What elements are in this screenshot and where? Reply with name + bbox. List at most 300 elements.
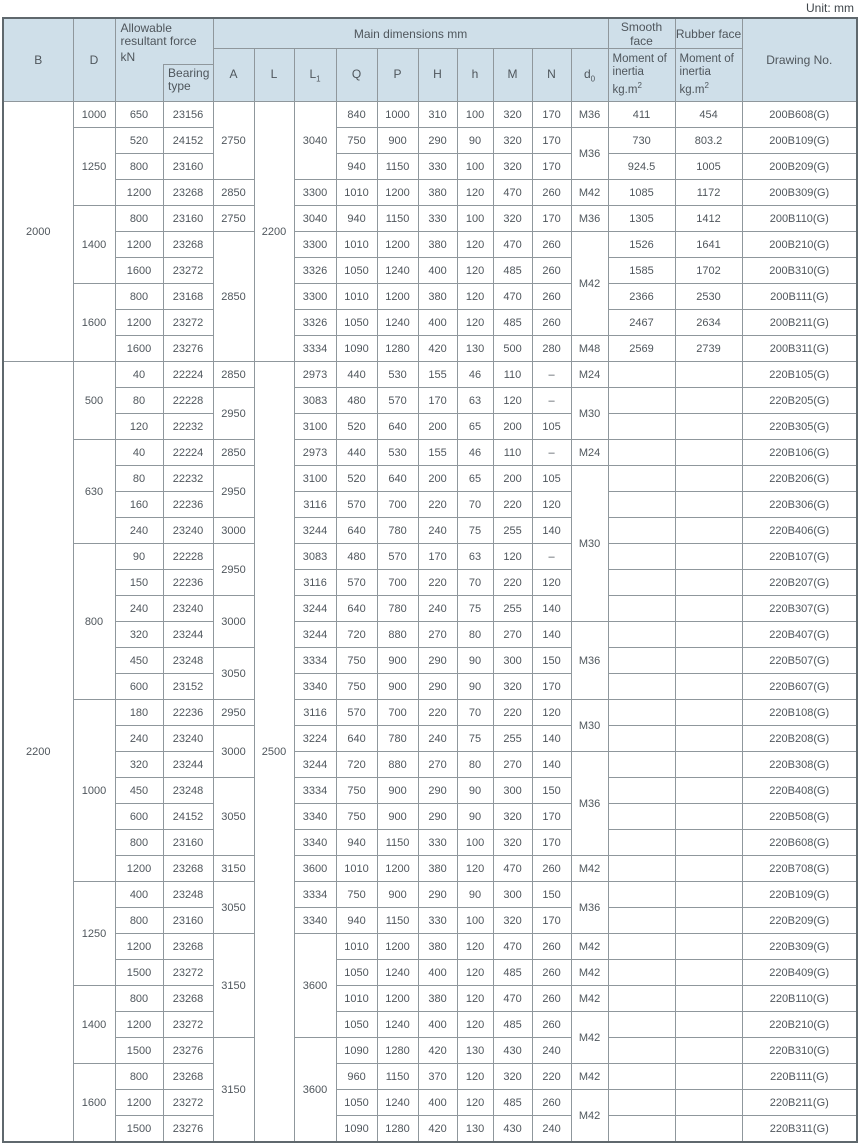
rubber-moi-cell: [675, 596, 742, 622]
kn-cell: 120: [115, 414, 163, 440]
q-cell: 1010: [336, 284, 377, 310]
n-cell: 120: [532, 700, 571, 726]
h-lower-cell: 120: [457, 1064, 493, 1090]
table-row: [3, 856, 857, 882]
kn-cell: 80: [115, 466, 163, 492]
h-lower-cell: 80: [457, 752, 493, 778]
n-cell: 105: [532, 414, 571, 440]
bearing-type-cell: 23268: [163, 232, 213, 258]
smooth-moi-cell: [608, 440, 675, 466]
d0-cell: M36: [571, 882, 608, 934]
p-cell: 880: [377, 622, 418, 648]
a-cell: 2850: [213, 232, 254, 362]
n-cell: 140: [532, 596, 571, 622]
kn-cell: 400: [115, 882, 163, 908]
h-lower-cell: 120: [457, 232, 493, 258]
l1-cell: 3116: [294, 700, 336, 726]
q-cell: 570: [336, 700, 377, 726]
h-lower-cell: 90: [457, 674, 493, 700]
l1-cell: 3300: [294, 180, 336, 206]
h-upper-cell: 400: [418, 1090, 457, 1116]
smooth-moi-cell: [608, 674, 675, 700]
a-cell: 3000: [213, 518, 254, 544]
d-cell: 1600: [73, 1064, 115, 1143]
h-upper-cell: 400: [418, 258, 457, 284]
q-cell: 1090: [336, 1038, 377, 1064]
m-cell: 320: [493, 154, 532, 180]
kn-cell: 160: [115, 492, 163, 518]
drawing-no-cell: 220B607(G): [742, 674, 857, 700]
l1-cell: 3340: [294, 908, 336, 934]
m-cell: 255: [493, 518, 532, 544]
a-cell: 2950: [213, 700, 254, 726]
rubber-moi-cell: [675, 882, 742, 908]
l1-cell: 3244: [294, 518, 336, 544]
q-cell: 750: [336, 882, 377, 908]
h-lower-cell: 90: [457, 882, 493, 908]
h-upper-cell: 290: [418, 882, 457, 908]
h-lower-cell: 46: [457, 440, 493, 466]
q-cell: 750: [336, 648, 377, 674]
kn-cell: 1200: [115, 1012, 163, 1038]
kn-cell: 90: [115, 544, 163, 570]
q-cell: 1010: [336, 986, 377, 1012]
kn-cell: 150: [115, 570, 163, 596]
n-cell: 260: [532, 258, 571, 284]
table-row: [3, 830, 857, 856]
table-row: [3, 310, 857, 336]
drawing-no-cell: 220B407(G): [742, 622, 857, 648]
table-row: [3, 1116, 857, 1143]
h-upper-cell: 400: [418, 1012, 457, 1038]
n-cell: 150: [532, 648, 571, 674]
d-cell: 1600: [73, 284, 115, 362]
p-cell: 1280: [377, 336, 418, 362]
table-row: [3, 154, 857, 180]
drawing-no-cell: 200B311(G): [742, 336, 857, 362]
l1-cell: 3100: [294, 414, 336, 440]
rubber-moi-cell: [675, 414, 742, 440]
l1-cell: 3300: [294, 232, 336, 258]
table-row: [3, 258, 857, 284]
bearing-type-cell: 22232: [163, 466, 213, 492]
h-lower-cell: 70: [457, 700, 493, 726]
h-lower-cell: 75: [457, 596, 493, 622]
smooth-moi-cell: [608, 778, 675, 804]
kn-cell: 240: [115, 518, 163, 544]
m-cell: 470: [493, 856, 532, 882]
smooth-moi-cell: [608, 466, 675, 492]
a-cell: 2950: [213, 544, 254, 596]
d0-cell: M42: [571, 934, 608, 960]
bearing-type-cell: 23240: [163, 726, 213, 752]
drawing-no-cell: 220B208(G): [742, 726, 857, 752]
q-cell: 1090: [336, 336, 377, 362]
a-cell: 2850: [213, 440, 254, 466]
p-cell: 900: [377, 804, 418, 830]
rubber-moi-cell: [675, 362, 742, 388]
p-cell: 880: [377, 752, 418, 778]
q-cell: 720: [336, 622, 377, 648]
smooth-moi-cell: [608, 1038, 675, 1064]
rubber-moi-cell: [675, 778, 742, 804]
l-cell: 2200: [254, 102, 294, 362]
bearing-type-cell: 23272: [163, 1090, 213, 1116]
q-cell: 440: [336, 362, 377, 388]
kn-cell: 450: [115, 648, 163, 674]
h-upper-cell: 330: [418, 908, 457, 934]
drawing-no-cell: 220B305(G): [742, 414, 857, 440]
col-header-main-dimensions: Main dimensions mm: [213, 18, 608, 49]
drawing-no-cell: 220B708(G): [742, 856, 857, 882]
bearing-type-cell: 23168: [163, 284, 213, 310]
kn-cell: 320: [115, 752, 163, 778]
bearing-type-cell: 23160: [163, 830, 213, 856]
smooth-moi-cell: [608, 882, 675, 908]
h-lower-cell: 130: [457, 336, 493, 362]
rubber-moi-cell: [675, 440, 742, 466]
d0-cell: M24: [571, 362, 608, 388]
smooth-moi-cell: [608, 570, 675, 596]
h-lower-cell: 100: [457, 206, 493, 232]
h-lower-cell: 120: [457, 934, 493, 960]
table-row: [3, 752, 857, 778]
h-lower-cell: 120: [457, 180, 493, 206]
table-row: [3, 622, 857, 648]
kn-cell: 800: [115, 830, 163, 856]
smooth-moi-cell: [608, 934, 675, 960]
p-cell: 640: [377, 414, 418, 440]
q-cell: 640: [336, 726, 377, 752]
a-cell: 3150: [213, 934, 254, 1038]
table-row: [3, 700, 857, 726]
h-lower-cell: 46: [457, 362, 493, 388]
p-cell: 780: [377, 518, 418, 544]
bearing-type-cell: 22236: [163, 492, 213, 518]
n-cell: 140: [532, 752, 571, 778]
smooth-moi-cell: 1526: [608, 232, 675, 258]
rubber-moi-cell: [675, 1090, 742, 1116]
l1-cell: 3326: [294, 258, 336, 284]
n-cell: –: [532, 388, 571, 414]
n-cell: 140: [532, 518, 571, 544]
table-row: [3, 596, 857, 622]
l1-cell: 3083: [294, 388, 336, 414]
p-cell: 1150: [377, 154, 418, 180]
q-cell: 940: [336, 830, 377, 856]
h-upper-cell: 400: [418, 960, 457, 986]
n-cell: 150: [532, 778, 571, 804]
q-cell: 1010: [336, 856, 377, 882]
q-cell: 750: [336, 128, 377, 154]
q-cell: 720: [336, 752, 377, 778]
p-cell: 1150: [377, 206, 418, 232]
drawing-no-cell: 200B210(G): [742, 232, 857, 258]
h-lower-cell: 100: [457, 154, 493, 180]
q-cell: 1050: [336, 258, 377, 284]
d0-cell: M42: [571, 986, 608, 1012]
q-cell: 520: [336, 414, 377, 440]
n-cell: 240: [532, 1038, 571, 1064]
m-cell: 430: [493, 1116, 532, 1143]
table-row: [3, 726, 857, 752]
m-cell: 320: [493, 102, 532, 128]
l1-cell: 3334: [294, 882, 336, 908]
m-cell: 220: [493, 570, 532, 596]
h-upper-cell: 380: [418, 232, 457, 258]
drawing-no-cell: 220B408(G): [742, 778, 857, 804]
n-cell: 260: [532, 960, 571, 986]
kn-cell: 320: [115, 622, 163, 648]
q-cell: 1050: [336, 1090, 377, 1116]
d-cell: 1250: [73, 128, 115, 206]
bearing-type-cell: 23160: [163, 154, 213, 180]
drawing-no-cell: 220B409(G): [742, 960, 857, 986]
bearing-type-cell: 23160: [163, 206, 213, 232]
h-upper-cell: 290: [418, 128, 457, 154]
d-cell: 1400: [73, 986, 115, 1064]
drawing-no-cell: 220B107(G): [742, 544, 857, 570]
bearing-type-cell: 23160: [163, 908, 213, 934]
m-cell: 300: [493, 882, 532, 908]
n-cell: 170: [532, 804, 571, 830]
n-cell: –: [532, 544, 571, 570]
m-cell: 470: [493, 934, 532, 960]
smooth-moi-cell: [608, 700, 675, 726]
drawing-no-cell: 220B205(G): [742, 388, 857, 414]
l1-cell: 2973: [294, 440, 336, 466]
kn-cell: 800: [115, 206, 163, 232]
a-cell: 2750: [213, 206, 254, 232]
p-cell: 700: [377, 700, 418, 726]
bearing-type-cell: 23268: [163, 934, 213, 960]
bearing-type-cell: 23272: [163, 1012, 213, 1038]
rubber-moi-cell: 1702: [675, 258, 742, 284]
h-lower-cell: 90: [457, 804, 493, 830]
q-cell: 940: [336, 206, 377, 232]
kn-cell: 1500: [115, 960, 163, 986]
l1-cell: 3334: [294, 778, 336, 804]
q-cell: 480: [336, 544, 377, 570]
table-row: [3, 960, 857, 986]
p-cell: 570: [377, 388, 418, 414]
table-row: [3, 492, 857, 518]
m-cell: 485: [493, 258, 532, 284]
h-upper-cell: 240: [418, 518, 457, 544]
l-cell: 2500: [254, 362, 294, 1143]
n-cell: 170: [532, 128, 571, 154]
m-cell: 320: [493, 830, 532, 856]
rubber-moi-cell: [675, 622, 742, 648]
h-upper-cell: 155: [418, 440, 457, 466]
smooth-moi-cell: 2467: [608, 310, 675, 336]
kn-cell: 1500: [115, 1038, 163, 1064]
p-cell: 1240: [377, 1090, 418, 1116]
d0-cell: M42: [571, 960, 608, 986]
table-row: [3, 1064, 857, 1090]
p-cell: 1200: [377, 856, 418, 882]
drawing-no-cell: 220B608(G): [742, 830, 857, 856]
kn-cell: 240: [115, 726, 163, 752]
bearing-type-cell: 22224: [163, 440, 213, 466]
table-row: [3, 206, 857, 232]
n-cell: 170: [532, 206, 571, 232]
h-lower-cell: 90: [457, 778, 493, 804]
kn-cell: 1200: [115, 934, 163, 960]
bearing-type-cell: 23268: [163, 856, 213, 882]
drawing-no-cell: 220B508(G): [742, 804, 857, 830]
q-cell: 570: [336, 492, 377, 518]
bearing-type-cell: 23272: [163, 960, 213, 986]
table-row: [3, 934, 857, 960]
h-upper-cell: 220: [418, 570, 457, 596]
m-cell: 500: [493, 336, 532, 362]
drawing-no-cell: 200B111(G): [742, 284, 857, 310]
rubber-moi-cell: [675, 648, 742, 674]
bearing-type-cell: 23240: [163, 518, 213, 544]
table-row: [3, 180, 857, 206]
d0-cell: M42: [571, 1090, 608, 1143]
m-cell: 270: [493, 622, 532, 648]
table-row: [3, 804, 857, 830]
h-upper-cell: 240: [418, 596, 457, 622]
smooth-moi-cell: [608, 622, 675, 648]
smooth-moi-cell: [608, 1090, 675, 1116]
h-upper-cell: 380: [418, 180, 457, 206]
table-header: [3, 18, 857, 102]
p-cell: 1200: [377, 986, 418, 1012]
p-cell: 900: [377, 882, 418, 908]
kn-cell: 800: [115, 1064, 163, 1090]
a-cell: 2950: [213, 388, 254, 440]
kn-cell: 600: [115, 804, 163, 830]
a-cell: 3150: [213, 856, 254, 882]
m-cell: 470: [493, 180, 532, 206]
p-cell: 900: [377, 674, 418, 700]
m-cell: 320: [493, 674, 532, 700]
d0-cell: M24: [571, 440, 608, 466]
smooth-moi-cell: 1085: [608, 180, 675, 206]
bearing-type-cell: 24152: [163, 804, 213, 830]
table-row: [3, 882, 857, 908]
kn-cell: 1200: [115, 232, 163, 258]
smooth-moi-cell: [608, 752, 675, 778]
p-cell: 1200: [377, 180, 418, 206]
table-row: [3, 102, 857, 128]
h-lower-cell: 120: [457, 1012, 493, 1038]
h-lower-cell: 130: [457, 1038, 493, 1064]
h-lower-cell: 120: [457, 284, 493, 310]
h-upper-cell: 170: [418, 544, 457, 570]
h-upper-cell: 420: [418, 1116, 457, 1143]
q-cell: 640: [336, 518, 377, 544]
table-row: [3, 336, 857, 362]
q-cell: 440: [336, 440, 377, 466]
drawing-no-cell: 200B608(G): [742, 102, 857, 128]
m-cell: 270: [493, 752, 532, 778]
drawing-no-cell: 220B105(G): [742, 362, 857, 388]
bearing-type-cell: 23276: [163, 1038, 213, 1064]
bearing-type-cell: 22224: [163, 362, 213, 388]
n-cell: 120: [532, 492, 571, 518]
col-header-smooth-moi: Moment of inertia $kg.m^2$: [608, 49, 675, 102]
a-cell: 3050: [213, 648, 254, 700]
rubber-moi-cell: [675, 752, 742, 778]
p-cell: 1240: [377, 1012, 418, 1038]
rubber-moi-cell: 2530: [675, 284, 742, 310]
rubber-moi-cell: [675, 518, 742, 544]
smooth-moi-cell: [608, 986, 675, 1012]
n-cell: 260: [532, 180, 571, 206]
l1-cell: 3040: [294, 206, 336, 232]
l1-cell: 3116: [294, 492, 336, 518]
kn-cell: 240: [115, 596, 163, 622]
bearing-type-cell: 23268: [163, 1064, 213, 1090]
l1-cell: 3600: [294, 1038, 336, 1143]
table-row: [3, 1038, 857, 1064]
m-cell: 110: [493, 440, 532, 466]
bearing-type-cell: 23276: [163, 1116, 213, 1143]
q-cell: 570: [336, 570, 377, 596]
drawing-no-cell: 200B309(G): [742, 180, 857, 206]
col-header-b: B: [3, 18, 73, 102]
smooth-moi-cell: [608, 1064, 675, 1090]
rubber-moi-cell: 1412: [675, 206, 742, 232]
bearing-type-cell: 23272: [163, 258, 213, 284]
a-cell: 2850: [213, 362, 254, 388]
rubber-moi-cell: 1641: [675, 232, 742, 258]
l1-cell: 3300: [294, 284, 336, 310]
p-cell: 1150: [377, 908, 418, 934]
h-lower-cell: 70: [457, 492, 493, 518]
drawing-no-cell: 220B206(G): [742, 466, 857, 492]
p-cell: 530: [377, 362, 418, 388]
kn-cell: 1600: [115, 258, 163, 284]
d-cell: 500: [73, 362, 115, 440]
h-upper-cell: 270: [418, 622, 457, 648]
m-cell: 485: [493, 1012, 532, 1038]
smooth-moi-cell: [608, 388, 675, 414]
h-upper-cell: 200: [418, 466, 457, 492]
col-header-m: M: [493, 49, 532, 102]
kn-cell: 1200: [115, 310, 163, 336]
rubber-moi-cell: [675, 830, 742, 856]
n-cell: 120: [532, 570, 571, 596]
table-row: [3, 1090, 857, 1116]
table-row: [3, 232, 857, 258]
h-upper-cell: 170: [418, 388, 457, 414]
d0-cell: M36: [571, 128, 608, 180]
q-cell: 1050: [336, 960, 377, 986]
n-cell: 260: [532, 856, 571, 882]
smooth-moi-cell: [608, 830, 675, 856]
q-cell: 1010: [336, 180, 377, 206]
smooth-moi-cell: 1305: [608, 206, 675, 232]
n-cell: 260: [532, 986, 571, 1012]
force-group-label: Allowable resultant force: [120, 21, 197, 48]
n-cell: 140: [532, 726, 571, 752]
smooth-moi-cell: [608, 804, 675, 830]
h-lower-cell: 120: [457, 856, 493, 882]
rubber-moi-cell: 1005: [675, 154, 742, 180]
d0-cell: M36: [571, 102, 608, 128]
p-cell: 700: [377, 492, 418, 518]
m-cell: 320: [493, 206, 532, 232]
d0-cell: M42: [571, 180, 608, 206]
q-cell: 1050: [336, 1012, 377, 1038]
m-cell: 470: [493, 986, 532, 1012]
q-cell: 750: [336, 674, 377, 700]
